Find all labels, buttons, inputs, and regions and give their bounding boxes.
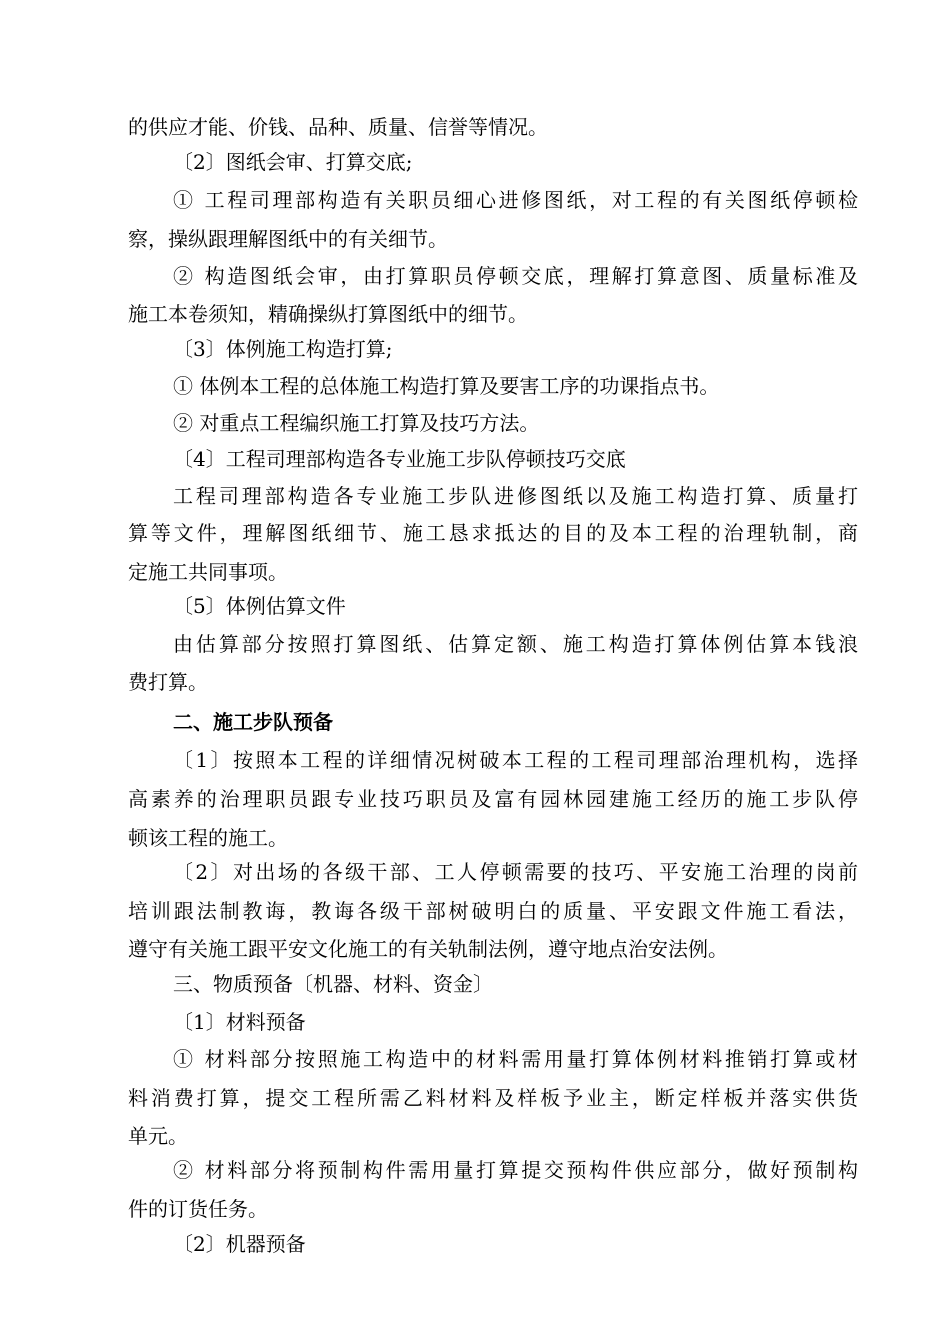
text-line: 算等文件，理解图纸细节、施工恳求抵达的目的及本工程的治理轨制，商: [128, 521, 858, 545]
text-line: 工程司理部构造各专业施工步队进修图纸以及施工构造打算、质量打: [173, 484, 858, 508]
text-line: 〔2〕机器预备: [173, 1232, 306, 1256]
text-line: 费打算。: [128, 670, 208, 694]
text-line: 〔5〕体例估算文件: [173, 594, 346, 618]
text-line: ② 材料部分将预制构件需用量打算提交预构件供应部分，做好预制构: [173, 1158, 858, 1182]
text-line: ② 构造图纸会审，由打算职员停顿交底，理解打算意图、质量标准及: [173, 264, 858, 288]
text-line: 施工本卷须知，精确操纵打算图纸中的细节。: [128, 302, 528, 326]
text-line: ② 对重点工程编织施工打算及技巧方法。: [173, 411, 540, 435]
text-line: ① 体例本工程的总体施工构造打算及要害工序的功课指点书。: [173, 374, 720, 398]
text-line: 〔1〕按照本工程的详细情况树破本工程的工程司理部治理机构，选择: [173, 748, 858, 772]
text-line: 遵守有关施工跟平安文化施工的有关轨制法例，遵守地点治安法例。: [128, 937, 728, 961]
section-heading: 三、物质预备〔机器、材料、资金〕: [173, 972, 493, 996]
text-line: 〔2〕对出场的各级干部、工人停顿需要的技巧、平安施工治理的岗前: [173, 860, 858, 884]
text-line: 〔1〕材料预备: [173, 1010, 306, 1034]
text-line: 培训跟法制教诲，教诲各级干部树破明白的质量、平安跟文件施工看法，: [128, 899, 858, 923]
text-line: 单元。: [128, 1124, 188, 1148]
section-heading: 二、施工步队预备: [173, 710, 333, 734]
text-line: 察，操纵跟理解图纸中的有关细节。: [128, 227, 448, 251]
text-line: ① 工程司理部构造有关职员细心进修图纸，对工程的有关图纸停顿检: [173, 188, 858, 212]
text-line: ① 材料部分按照施工构造中的材料需用量打算体例材料推销打算或材: [173, 1047, 858, 1071]
text-line: 定施工共同事项。: [128, 560, 288, 584]
text-line: 高素养的治理职员跟专业技巧职员及富有园林园建施工经历的施工步队停: [128, 787, 858, 811]
text-line: 〔4〕工程司理部构造各专业施工步队停顿技巧交底: [173, 447, 626, 471]
text-line: 的供应才能、价钱、品种、质量、信誉等情况。: [128, 115, 548, 139]
text-line: 由估算部分按照打算图纸、估算定额、施工构造打算体例估算本钱浪: [173, 632, 858, 656]
text-line: 件的订货任务。: [128, 1197, 268, 1221]
text-line: 〔2〕图纸会审、打算交底;: [173, 150, 413, 174]
text-line: 〔3〕体例施工构造打算;: [173, 337, 393, 361]
text-line: 料消费打算，提交工程所需乙料材料及样板予业主，断定样板并落实供货: [128, 1086, 858, 1110]
text-line: 顿该工程的施工。: [128, 826, 288, 850]
